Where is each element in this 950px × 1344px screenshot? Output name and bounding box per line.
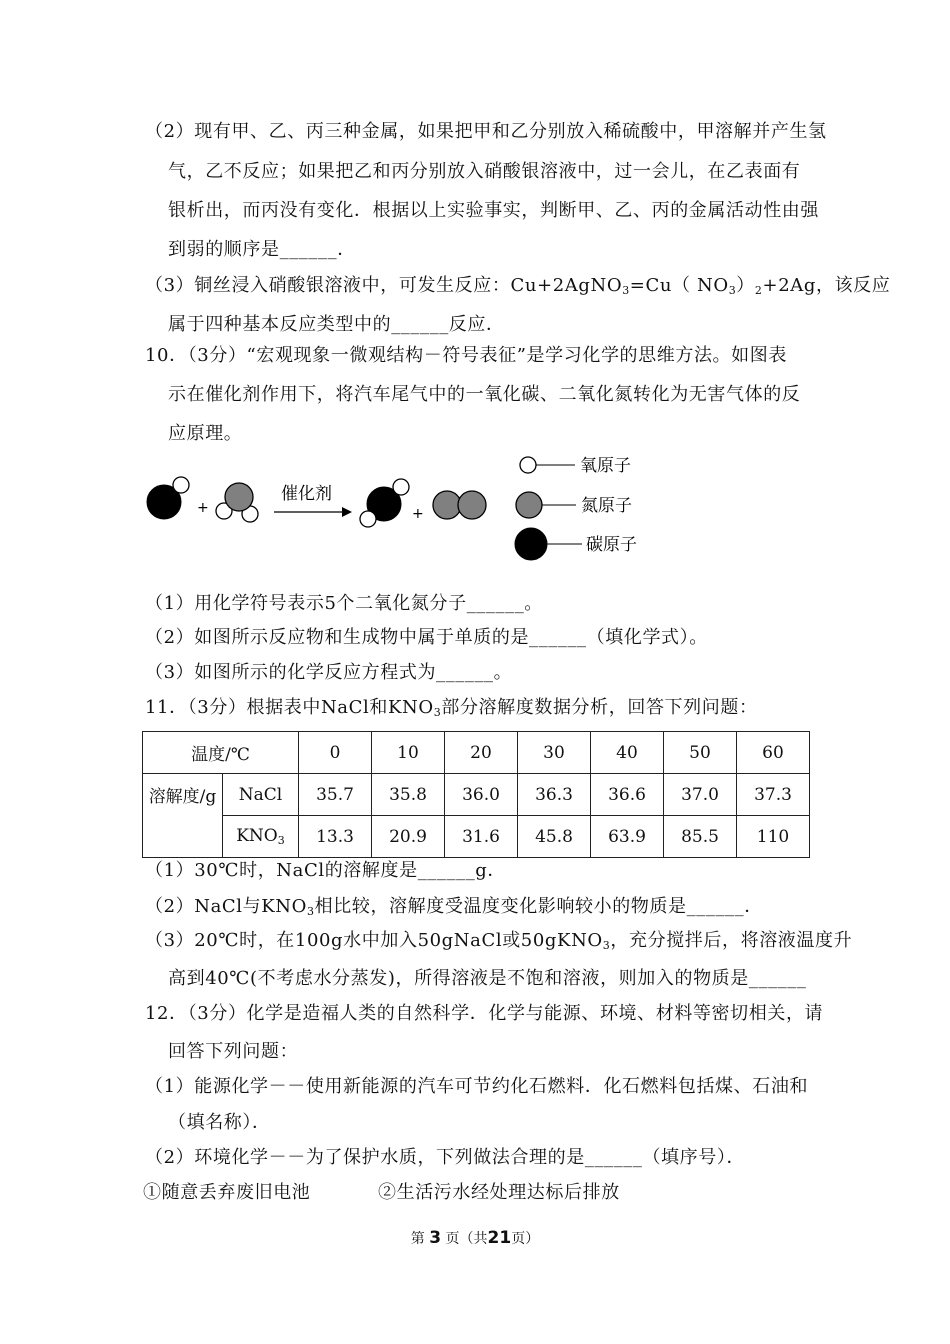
- table-header-row: [143, 732, 810, 774]
- q10-line2: 示在催化剂作用下，将汽车尾气中的一氧化碳、二氧化氮转化为无害气体的反: [168, 384, 801, 405]
- temp-cell: 0: [299, 732, 372, 774]
- q12-option-1: ①随意丢弃废旧电池: [143, 1182, 311, 1203]
- q12-s1-line2: （填名称）．: [168, 1112, 271, 1133]
- kno3-cell: 63.9: [591, 816, 664, 858]
- q9-p3-line2: 属于四种基本反应类型中的______反应．: [168, 314, 505, 335]
- page-footer: 第 3 页（共21页）: [410, 1228, 540, 1248]
- oxygen-atom: [360, 511, 376, 527]
- no2-molecule: [216, 483, 258, 522]
- q9-p2-line1: （2）现有甲、乙、丙三种金属，如果把甲和乙分别放入稀硫酸中，甲溶解并产生氢: [145, 121, 827, 142]
- temp-cell: 40: [591, 732, 664, 774]
- legend-oxygen-label: 氧原子: [580, 456, 631, 476]
- legend-nitrogen-swatch: [516, 492, 542, 518]
- solubility-row-label: 溶解度/g: [143, 774, 223, 858]
- nacl-cell: 36.0: [445, 774, 518, 816]
- nacl-cell: 37.3: [737, 774, 810, 816]
- table-row-kno3: [143, 816, 810, 858]
- q11-title: 11．（3分）根据表中NaCl和$KNO_3$部分溶解度数据分析，回答下列问题：: [145, 697, 758, 719]
- legend-nitrogen-label: 氮原子: [581, 496, 632, 516]
- q9-p2-line3: 银析出，而丙没有变化．根据以上实验事实，判断甲、乙、丙的金属活动性由强: [168, 200, 819, 221]
- oxygen-atom: [393, 479, 409, 495]
- q10-sub2: （2）如图所示反应物和生成物中属于单质的是______（填化学式）。: [145, 627, 708, 648]
- page-number: 3: [429, 1228, 442, 1248]
- solubility-table: [142, 731, 810, 858]
- kno3-cell: 85.5: [664, 816, 737, 858]
- q12-s2: （2）环境化学－－为了保护水质，下列做法合理的是______（填序号）．: [145, 1147, 746, 1168]
- legend-carbon-swatch: [515, 528, 547, 560]
- q10-line1: 10．（3分）“宏观现象一微观结构－符号表征”是学习化学的思维方法。如图表: [145, 345, 787, 366]
- legend: [515, 456, 637, 560]
- temp-cell: 30: [518, 732, 591, 774]
- q10-line3: 应原理。: [168, 423, 243, 444]
- co2-molecule: [360, 479, 409, 527]
- q11-s2: （2）NaCl与$KNO_3$相比较，溶解度受温度变化影响较小的物质是______．: [145, 896, 763, 918]
- legend-oxygen-swatch: [520, 457, 536, 473]
- q10-sub1: （1）用化学符号表示5个二氧化氮分子______。: [145, 593, 543, 614]
- plus-sign-2: +: [412, 506, 424, 522]
- q9-p2-line4: 到弱的顺序是______．: [168, 239, 356, 260]
- temp-header: 温度/℃: [143, 732, 299, 774]
- nitrogen-atom: [433, 491, 461, 519]
- kno3-cell: 110: [737, 816, 810, 858]
- q12-line1: 12．（3分）化学是造福人类的自然科学．化学与能源、环境、材料等密切相关，请: [145, 1003, 824, 1024]
- kno3-cell: 13.3: [299, 816, 372, 858]
- q11-s3-line2: 高到40℃(不考虑水分蒸发)，所得溶液是不饱和溶液，则加入的物质是______: [168, 968, 807, 989]
- kno3-cell: 20.9: [372, 816, 445, 858]
- q12-option-2: ②生活污水经处理达标后排放: [378, 1182, 620, 1203]
- nitrogen-atom: [225, 483, 253, 511]
- kno3-cell: 31.6: [445, 816, 518, 858]
- oxygen-atom: [173, 477, 189, 493]
- nacl-cell: 36.6: [591, 774, 664, 816]
- nacl-cell: 37.0: [664, 774, 737, 816]
- q9-p2-line2: 气，乙不反应；如果把乙和丙分别放入硝酸银溶液中，过一会儿，在乙表面有: [168, 161, 801, 182]
- table-row-nacl: [143, 774, 810, 816]
- nacl-cell: 35.7: [299, 774, 372, 816]
- kno3-cell: 45.8: [518, 816, 591, 858]
- arrow-head: [342, 507, 352, 517]
- nacl-cell: 36.3: [518, 774, 591, 816]
- catalyst-label: 催化剂: [281, 484, 332, 504]
- kno3-label: $KNO_3$: [223, 816, 299, 858]
- n2-molecule: [433, 491, 486, 519]
- co-molecule: [147, 477, 189, 519]
- temp-cell: 60: [737, 732, 810, 774]
- q12-line2: 回答下列问题：: [168, 1041, 299, 1062]
- plus-sign-1: +: [197, 500, 209, 516]
- q12-s1-line1: （1）能源化学－－使用新能源的汽车可节约化石燃料．化石燃料包括煤、石油和: [145, 1076, 809, 1097]
- temp-cell: 10: [372, 732, 445, 774]
- q11-s1: （1）30℃时，NaCl的溶解度是______g．: [145, 860, 507, 881]
- q10-sub3: （3）如图所示的化学反应方程式为______。: [145, 662, 513, 683]
- q9-p3-line1: （3）铜丝浸入硝酸银溶液中，可发生反应：Cu+2AgNO$_3$=Cu（ $NO_3)_2+2Ag$，该反应: [145, 275, 891, 297]
- nacl-label: NaCl: [223, 774, 299, 816]
- reaction-diagram: [140, 448, 660, 568]
- nacl-cell: 35.8: [372, 774, 445, 816]
- q11-s3-line1: （3）20℃时，在100g水中加入50gNaCl或50gKNO$_3$，充分搅拌后，将溶液温度升: [145, 930, 853, 952]
- page-total: 21: [487, 1228, 512, 1248]
- nitrogen-atom: [458, 491, 486, 519]
- legend-carbon-label: 碳原子: [586, 535, 637, 555]
- temp-cell: 20: [445, 732, 518, 774]
- temp-cell: 50: [664, 732, 737, 774]
